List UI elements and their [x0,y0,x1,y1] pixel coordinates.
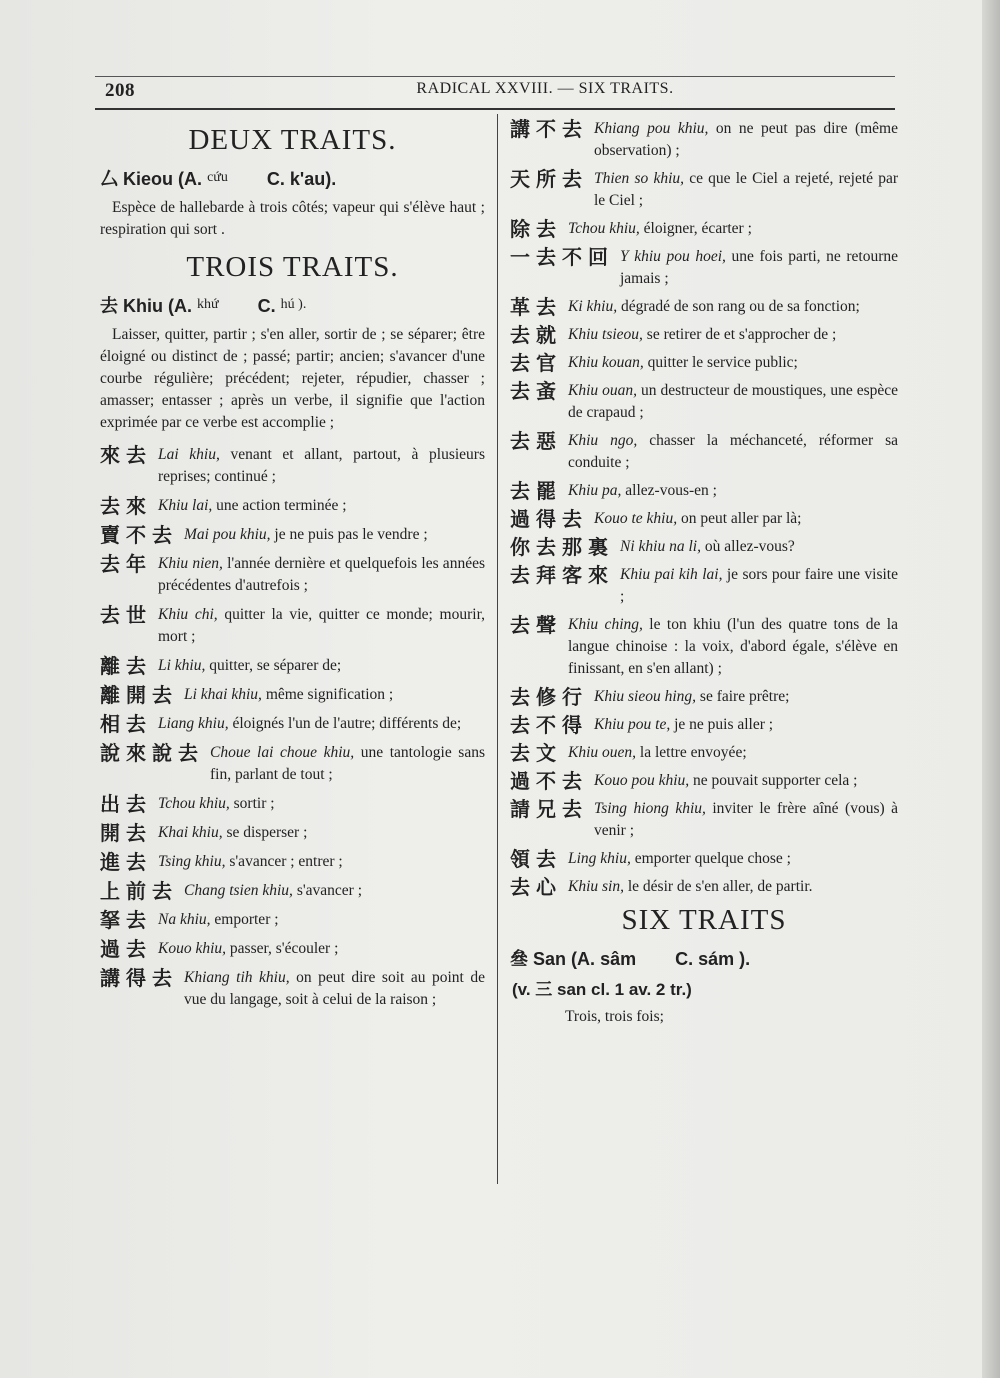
dictionary-entry [510,508,898,530]
page-edge-shadow [982,0,1000,1378]
romanization: Khiu pai kih lai, [620,566,723,583]
dictionary-entry [510,168,898,212]
entry-text [568,296,898,318]
translation: chasser la méchanceté, réformer sa conduite ; [568,432,898,471]
entry-text [594,714,898,736]
romanization: Khiu pa, [568,482,622,499]
translation: même signification ; [261,686,394,703]
romanization: Khiu ching, [568,616,643,633]
chinese-characters: 離開去 [100,683,178,707]
chinese-characters: 出去 [100,792,152,816]
section-title: TROIS TRAITS. [186,251,399,283]
dictionary-entry [510,770,898,792]
entry-text [594,508,898,530]
chinese-characters: 開去 [100,821,152,845]
page-header [95,78,895,108]
chinese-characters: 進去 [100,850,152,874]
translation: se faire prêtre; [696,688,790,705]
running-title: RADICAL XXVIII. — SIX TRAITS. [416,80,674,97]
romanization: Khiu lai, [158,497,213,514]
translation: le désir de s'en aller, de partir. [623,878,813,895]
entry-text [594,798,898,842]
translation: je ne puis pas le vendre ; [270,526,428,543]
compound-list [100,444,485,1011]
canton-value: k'au). [289,169,337,189]
translation: on peut aller par là; [677,510,802,527]
romanization: Khiu chi, [158,606,218,623]
entry-text [568,324,898,346]
heading-word: San [533,949,567,969]
chinese-characters: 去蚉 [510,379,562,403]
romanization: Khiu sin, [568,878,624,895]
dictionary-entry [510,430,898,474]
chinese-characters: 去罷 [510,479,562,503]
entry-text [184,524,485,546]
romanization: Chang tsien khiu, [184,882,293,899]
entry-text [568,876,898,898]
romanization: Tchou khiu, [158,795,230,812]
entry-text [158,793,485,815]
entry-heading [510,945,898,971]
chinese-characters: 天所去 [510,167,588,191]
entry-text [158,909,485,931]
translation: venant et allant, partout, à plusieurs reprises; continué ; [158,446,485,485]
entry-text [568,614,898,680]
cross-reference: (v. 三 san cl. 1 av. 2 tr.) [512,980,692,999]
entry-text [568,742,898,764]
romanization: Kouo pou khiu, [594,772,690,789]
entry-text [594,118,898,162]
entry-text [184,880,485,902]
chinese-characters: 相去 [100,712,152,736]
entry-heading [100,292,485,318]
dictionary-entry [100,684,485,706]
annam-label: (A. [571,949,596,969]
chinese-characters: 一去不回 [510,245,614,269]
chinese-characters: 請兄去 [510,797,588,821]
translation: je ne puis aller ; [670,716,774,733]
heading-char: 厶 [100,169,118,189]
dictionary-entry [100,604,485,648]
dictionary-entry [510,380,898,424]
annam-label: (A. [168,296,193,316]
canton-label: C. [675,949,694,969]
right-column [510,118,898,1038]
entry-heading [100,165,485,191]
chinese-characters: 去修行 [510,685,588,709]
dictionary-entry [100,909,485,931]
definition: Espèce de hallebarde à trois côtés; vapeur qui s'élève haut ; respiration qui sort . [100,199,485,238]
entry-text [158,444,485,488]
romanization: Y khiu pou hoei, [620,248,726,265]
entry-text [158,851,485,873]
chinese-characters: 除去 [510,217,562,241]
dictionary-entry [100,967,485,1011]
romanization: Khiu sieou hing, [594,688,697,705]
entry-text [184,967,485,1011]
heading-char: 去 [100,296,118,316]
romanization: Khiu ngo, [568,432,638,449]
chinese-characters: 講不去 [510,117,588,141]
definition: Trois, trois fois; [565,1008,664,1025]
definition: Laisser, quitter, partir ; s'en aller, sortir de ; se séparer; être éloigné ou distinct de ; passé; partir; ancien; s'avancer d'une courbe régulière; précédent; rejeter, répudier, chasser ; amasser; entasser ; après un verbe, il signifie que l'action exprimée par ce verbe est accomplie ; [100,326,485,431]
translation: une fois parti, ne retourne jamais ; [620,248,898,287]
chinese-characters: 過去 [100,937,152,961]
chinese-characters: 去惡 [510,429,562,453]
romanization: Kouo te khiu, [594,510,678,527]
entry-text [620,564,898,608]
chinese-characters: 去心 [510,875,562,899]
romanization: Li khai khiu, [184,686,262,703]
entry-text [620,536,898,558]
translation: s'avancer ; entrer ; [225,853,343,870]
entry-text [568,352,898,374]
dictionary-entry [510,218,898,240]
left-column [100,118,485,1018]
canton-value: sám ). [698,949,751,969]
romanization: Ling khiu, [568,850,631,867]
column-divider [497,114,498,1184]
dictionary-entry [100,742,485,786]
translation: une action terminée ; [212,497,347,514]
chinese-characters: 上前去 [100,879,178,903]
chinese-characters: 去不得 [510,713,588,737]
entry-text [158,553,485,597]
dictionary-entry [510,246,898,290]
dictionary-entry [100,938,485,960]
canton-label: C. [257,296,276,316]
chinese-characters: 革去 [510,295,562,319]
romanization: Li khiu, [158,657,206,674]
entry-text [594,770,898,792]
dictionary-entry [100,822,485,844]
section-title: DEUX TRAITS. [188,124,397,156]
top-rule [95,76,895,77]
chinese-characters: 說來說去 [100,741,204,765]
entry-text [158,604,485,648]
translation: ce que le Ciel a rejeté, rejeté par le Ciel ; [594,170,898,209]
translation: quitter le service public; [643,354,798,371]
entry-text [158,655,485,677]
romanization: Khiu ouan, [568,382,637,399]
dictionary-entry [100,524,485,546]
annam-label: (A. [178,169,203,189]
entry-text [158,495,485,517]
chinese-characters: 去拜客來 [510,563,614,587]
dictionary-entry [100,444,485,488]
chinese-characters: 去來 [100,494,152,518]
romanization: Khiu kouan, [568,354,644,371]
heading-word: Kieou [123,169,174,189]
entry-text [184,684,485,706]
chinese-characters: 去世 [100,603,152,627]
entry-text [568,848,898,870]
chinese-characters: 去就 [510,323,562,347]
dictionary-entry [100,655,485,677]
chinese-characters: 領去 [510,847,562,871]
translation: la lettre envoyée; [636,744,747,761]
chinese-characters: 拏去 [100,908,152,932]
dictionary-entry [510,848,898,870]
canton-label: C. [266,169,285,189]
romanization: Mai pou khiu, [184,526,271,543]
romanization: Khai khiu, [158,824,223,841]
dictionary-entry [510,798,898,842]
romanization: Khiu ouen, [568,744,637,761]
chinese-characters: 過不去 [510,769,588,793]
heading-word: Khiu [123,296,164,316]
translation: éloigner, écarter ; [639,220,752,237]
dictionary-entry [510,480,898,502]
translation: emporter quelque chose ; [630,850,791,867]
romanization: Khiu tsieou, [568,326,643,343]
chinese-characters: 過得去 [510,507,588,531]
entry-text [568,430,898,474]
dictionary-entry [100,851,485,873]
romanization: Thien so khiu, [594,170,685,187]
dictionary-entry [510,686,898,708]
annam-value: khứ [197,297,219,312]
translation: se disperser ; [222,824,308,841]
dictionary-entry [100,495,485,517]
romanization: Na khiu, [158,911,211,928]
chinese-characters: 去官 [510,351,562,375]
dictionary-entry [510,742,898,764]
chinese-characters: 賣不去 [100,523,178,547]
romanization: Liang khiu, [158,715,229,732]
translation: se retirer de et s'approcher de ; [642,326,837,343]
entry-text [594,168,898,212]
romanization: Ni khiu na li, [620,538,701,555]
romanization: Lai khiu, [158,446,220,463]
header-rule [95,108,895,110]
compound-list [510,118,898,898]
entry-text [620,246,898,290]
translation: une tantologie sans fin, parlant de tout ; [210,744,485,783]
romanization: Tsing hiong khiu, [594,800,706,817]
dictionary-entry [510,564,898,608]
dictionary-entry [510,118,898,162]
canton-value: hú ). [280,297,307,312]
entry-text [158,938,485,960]
romanization: Khiu pou te, [594,716,671,733]
translation: s'avancer ; [292,882,362,899]
translation: dégradé de son rang ou de sa fonction; [617,298,860,315]
heading-char: 叄 [510,949,528,969]
translation: passer, s'écouler ; [226,940,339,957]
chinese-characters: 講得去 [100,966,178,990]
translation: sortir ; [229,795,275,812]
entry-text [594,686,898,708]
translation: où allez-vous? [700,538,795,555]
chinese-characters: 去年 [100,552,152,576]
translation: l'année dernière et quelquefois les années précédentes d'autrefois ; [158,555,485,594]
section-title: SIX TRAITS [621,904,787,936]
romanization: Khiang tih khiu, [184,969,290,986]
romanization: Tsing khiu, [158,853,226,870]
entry-text [158,822,485,844]
romanization: Tchou khiu, [568,220,640,237]
entry-text [568,480,898,502]
translation: quitter, se séparer de; [205,657,342,674]
translation: ne pouvait supporter cela ; [689,772,858,789]
translation: éloignés l'un de l'autre; différents de; [228,715,462,732]
romanization: Khiu nien, [158,555,223,572]
dictionary-entry [510,714,898,736]
dictionary-entry [100,793,485,815]
dictionary-entry [100,553,485,597]
translation: le ton khiu (l'un des quatre tons de la langue chinoise : la voix, d'abord égale, s'élève en finissant, en s'en allant) ; [568,616,898,677]
dictionary-entry [510,296,898,318]
dictionary-entry [510,536,898,558]
translation: quitter la vie, quitter ce monde; mourir, mort ; [158,606,485,645]
dictionary-entry [510,614,898,680]
translation: allez-vous-en ; [621,482,717,499]
translation: on peut dire soit au point de vue du langage, soit à celui de la raison ; [184,969,485,1008]
translation: emporter ; [210,911,279,928]
dictionary-entry [100,713,485,735]
page-number: 208 [105,80,135,101]
translation: inviter le frère aîné (vous) à venir ; [594,800,898,839]
annam-value: cứu [207,170,228,185]
entry-text [158,713,485,735]
romanization: Khiang pou khiu, [594,120,709,137]
dictionary-entry [510,324,898,346]
translation: je sors pour faire une visite ; [620,566,898,605]
dictionary-entry [510,352,898,374]
romanization: Choue lai choue khiu, [210,744,355,761]
chinese-characters: 來去 [100,443,152,467]
annam-value: sâm [600,949,637,969]
entry-text [568,218,898,240]
translation: un destructeur de moustiques, une espèce de crapaud ; [568,382,898,421]
entry-text [568,380,898,424]
dictionary-entry [100,880,485,902]
translation: on ne peut pas dire (même observation) ; [594,120,898,159]
chinese-characters: 去文 [510,741,562,765]
romanization: Kouo khiu, [158,940,227,957]
chinese-characters: 去聲 [510,613,562,637]
chinese-characters: 你去那裏 [510,535,614,559]
dictionary-entry [510,876,898,898]
romanization: Ki khiu, [568,298,618,315]
entry-text [210,742,485,786]
chinese-characters: 離去 [100,654,152,678]
